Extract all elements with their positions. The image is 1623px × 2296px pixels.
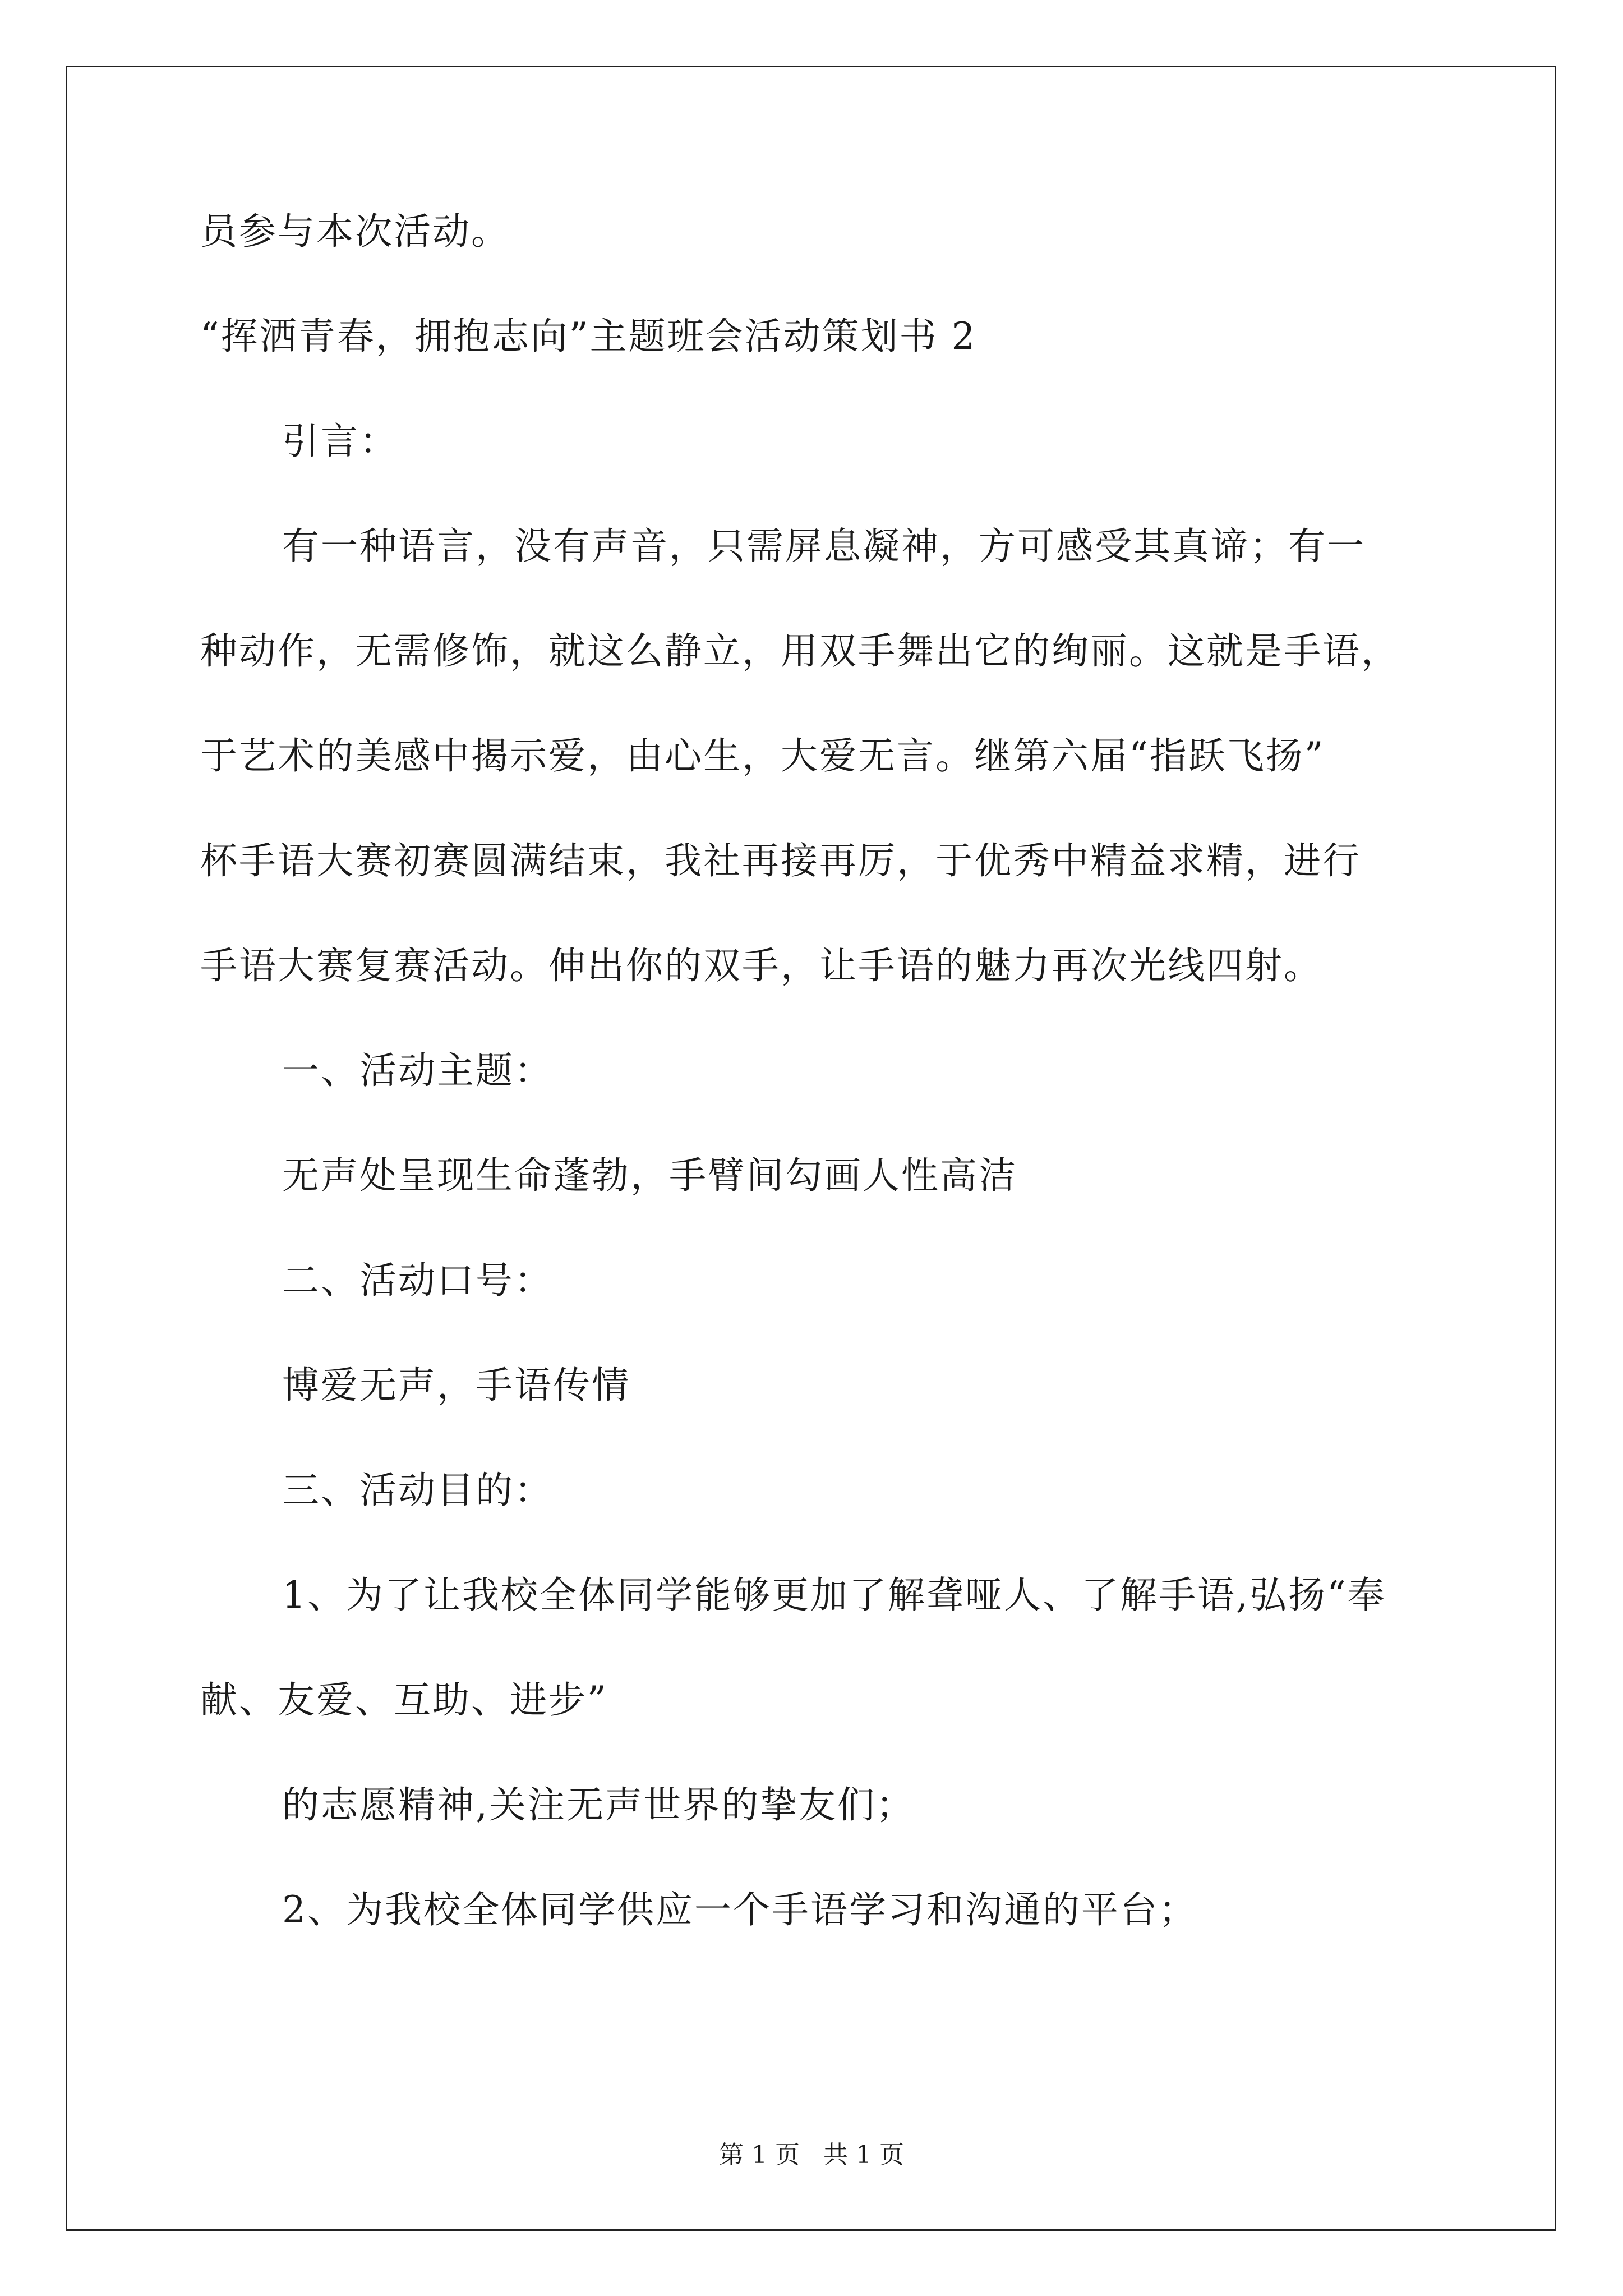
paragraph-line: 手语大赛复赛活动。伸出你的双手，让手语的魅力再次光线四射。 — [200, 944, 1322, 987]
paragraph-line: 种动作，无需修饰，就这么静立，用双手舞出它的绚丽。这就是手语， — [200, 629, 1400, 673]
heading-line: 三、活动目的： — [282, 1469, 553, 1512]
list-item-line: 1、为了让我校全体同学能够更加了解聋哑人、了解手语,弘扬“奉 — [282, 1573, 1386, 1617]
text-line: 无声处呈现生命蓬勃，手臂间勾画人性高洁 — [282, 1154, 1017, 1197]
list-item-line: 2、为我校全体同学供应一个手语学习和沟通的平台； — [282, 1888, 1197, 1931]
paragraph-line: 于艺术的美感中揭示爱，由心生，大爱无言。继第六届“指跃飞扬” — [200, 734, 1325, 777]
paragraph-line: 有一种语言，没有声音，只需屏息凝神，方可感受其真谛；有一 — [282, 524, 1366, 568]
text-line: 博爱无声，手语传情 — [282, 1364, 630, 1407]
text-line: 员参与本次活动。 — [200, 210, 510, 253]
page-footer: 第 1 页 共 1 页 — [719, 2141, 904, 2169]
text-line: 引言： — [282, 420, 398, 463]
section-title: “挥洒青春，拥抱志向”主题班会活动策划书 2 — [200, 315, 977, 358]
list-item-line: 的志愿精神,关注无声世界的挚友们； — [282, 1783, 915, 1826]
heading-line: 一、活动主题： — [282, 1049, 553, 1092]
heading-line: 二、活动口号： — [282, 1259, 553, 1302]
paragraph-line: 杯手语大赛初赛圆满结束，我社再接再厉，于优秀中精益求精，进行 — [200, 839, 1361, 882]
list-item-line: 献、友爱、互助、进步” — [200, 1678, 608, 1722]
